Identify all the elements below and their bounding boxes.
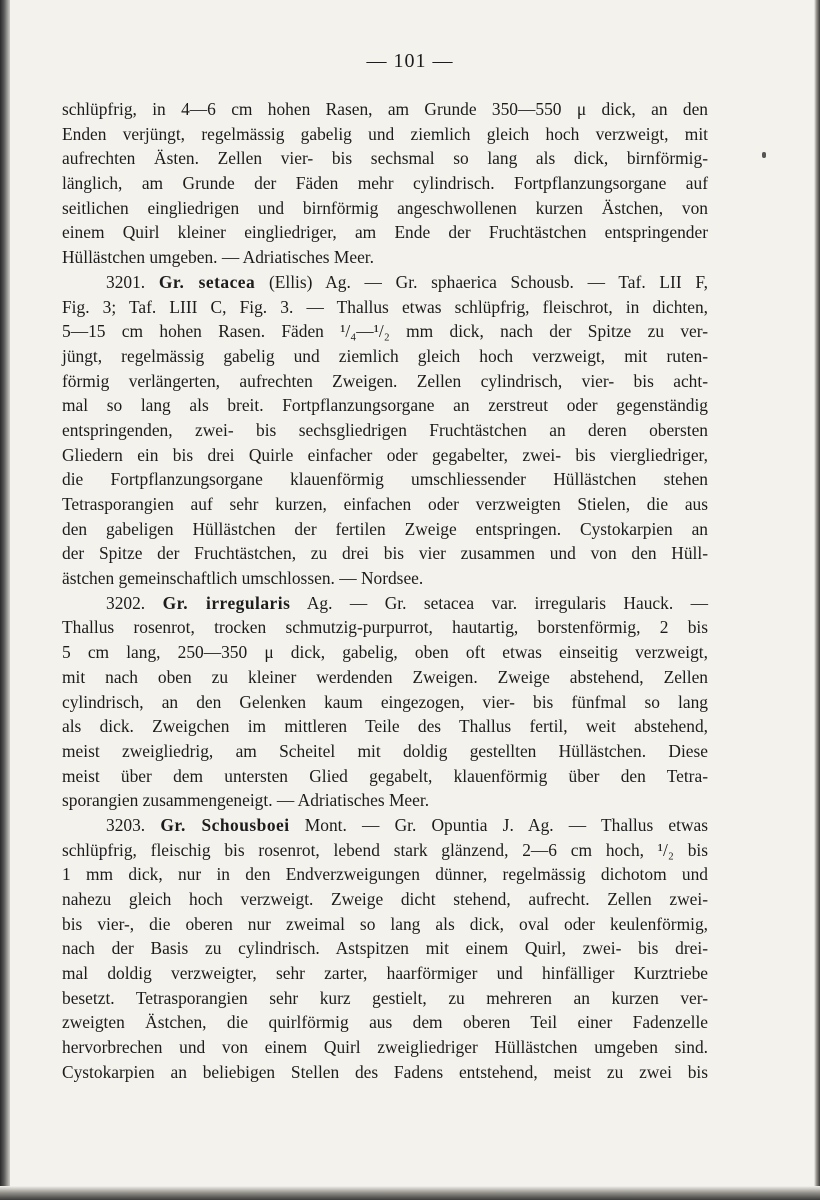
- text-segment: länglich, am Grunde der Fäden mehr cylindrisch. Fortpflanzungsorgane auf: [62, 173, 708, 194]
- text-segment: 3202.: [106, 592, 163, 613]
- text-line: [62, 319, 708, 344]
- text-line: [62, 1035, 708, 1060]
- ink-speck: [762, 152, 766, 158]
- text-segment: jüngt, regelmässig gabelig und ziemlich gleich hoch verzweigt, mit ruten-: [62, 345, 708, 366]
- text-segment: besetzt. Tetrasporangien sehr kurz gestielt, zu mehreren an kurzen ver-: [62, 987, 708, 1008]
- text-line: [62, 146, 708, 171]
- text-segment: hervorbrechen und von einem Quirl zweigliedriger Hüllästchen umgeben sind.: [62, 1037, 708, 1058]
- page-number: — 101 —: [366, 50, 454, 72]
- text-line: [62, 813, 708, 838]
- text-segment: bis vier-, die oberen nur zweimal so lang als dick, oval oder keulenförmig,: [62, 913, 708, 934]
- text-line: [62, 912, 708, 937]
- text-segment: 3201.: [106, 271, 159, 292]
- text-segment: nach der Basis zu cylindrisch. Astspitzen mit einem Quirl, zwei- bis drei-: [62, 938, 708, 959]
- text-segment: Ag. — Gr. setacea var. irregularis Hauck. —: [290, 592, 708, 613]
- text-segment: meist zweigliedrig, am Scheitel mit doldig gestellten Hüllästchen. Diese: [62, 740, 708, 761]
- species-name: Gr. irregularis: [162, 592, 291, 613]
- text-segment: schlüpfrig, in 4—6 cm hohen Rasen, am Grunde 350—550 μ dick, an den: [62, 99, 708, 119]
- text-segment: die Fortpflanzungsorgane klauenförmig umschliessender Hüllästchen stehen: [62, 469, 708, 490]
- text-segment: 5 cm lang, 250—350 μ dick, gabelig, oben oft etwas einseitig verzweigt,: [62, 642, 708, 663]
- text-segment: seitlichen eingliedrigen und birnförmig angeschwollenen kurzen Ästchen, von: [62, 197, 708, 218]
- text-segment: meist über dem untersten Glied gegabelt, klauenförmig über den Tetra-: [62, 765, 708, 786]
- text-segment: aufrechten Ästen. Zellen vier- bis sechsmal so lang als dick, birnförmig-: [62, 148, 708, 169]
- species-name: Gr. Schousboei: [160, 814, 290, 835]
- text-line: [62, 97, 708, 122]
- text-line: [62, 986, 708, 1011]
- text-line: [62, 1060, 708, 1085]
- body-text: [62, 97, 708, 1085]
- text-segment: Cystokarpien an beliebigen Stellen des Fadens entstehend, meist zu zwei bis: [62, 1061, 708, 1082]
- text-line: [62, 862, 708, 887]
- text-segment: einem Quirl kleiner eingliedriger, am Ende der Fruchtästchen entspringender: [62, 222, 708, 243]
- text-segment: der Spitze der Fruchtästchen, zu drei bis vier zusammen und von den Hüll-: [62, 543, 708, 564]
- text-segment: 1 mm dick, nur in den Endverzweigungen dünner, regelmässig dichotom und: [62, 864, 708, 885]
- text-line: [62, 764, 708, 789]
- text-line: [62, 467, 708, 492]
- text-line: [62, 714, 708, 739]
- text-line: [62, 443, 708, 468]
- text-segment: als dick. Zweigchen im mittleren Teile des Thallus fertil, weit abstehend,: [62, 716, 708, 737]
- text-segment: den gabeligen Hüllästchen der fertilen Zweige entspringen. Cystokarpien an: [62, 518, 708, 539]
- text-line: [62, 220, 708, 245]
- text-line: [62, 418, 708, 443]
- text-segment: Hüllästchen umgeben. — Adriatisches Meer.: [62, 247, 374, 268]
- text-line: [62, 245, 708, 270]
- text-line: [62, 295, 708, 320]
- text-line: [62, 196, 708, 221]
- text-segment: Tetrasporangien auf sehr kurzen, einfachen oder verzweigten Stielen, die aus: [62, 494, 708, 514]
- text-line: [62, 171, 708, 196]
- text-line: [62, 566, 708, 591]
- text-line: [62, 665, 708, 690]
- text-line: [62, 541, 708, 566]
- text-line: [62, 690, 708, 715]
- text-line: [62, 739, 708, 764]
- text-segment: Enden verjüngt, regelmässig gabelig und ziemlich gleich hoch verzweigt, mit: [62, 123, 708, 144]
- text-line: [62, 369, 708, 394]
- text-segment: Gliedern ein bis drei Quirle einfacher oder gegabelter, zwei- bis viergliedriger,: [62, 444, 708, 465]
- text-line: [62, 615, 708, 640]
- text-segment: 5—15 cm hohen Rasen. Fäden ¹/₄—¹/₂ mm dick, nach der Spitze zu ver-: [62, 321, 708, 342]
- text-segment: 3203.: [106, 814, 161, 835]
- text-line: [62, 122, 708, 147]
- text-segment: förmig verlängerten, aufrechten Zweigen. Zellen cylindrisch, vier- bis acht-: [62, 370, 708, 391]
- text-line: [62, 344, 708, 369]
- text-segment: ästchen gemeinschaftlich umschlossen. — Nordsee.: [62, 568, 424, 589]
- text-segment: entspringenden, zwei- bis sechsgliedrigen Fruchtästchen an deren obersten: [62, 419, 708, 440]
- scan-edge-bottom: [0, 1186, 820, 1200]
- text-line: [62, 393, 708, 418]
- text-segment: sporangien zusammengeneigt. — Adriatisches Meer.: [62, 790, 430, 811]
- text-segment: Mont. — Gr. Opuntia J. Ag. — Thallus etwas: [289, 814, 708, 835]
- text-segment: Thallus rosenrot, trocken schmutzig-purpurrot, hautartig, borstenförmig, 2 bis: [62, 617, 708, 638]
- text-line: [62, 492, 708, 517]
- text-line: [62, 640, 708, 665]
- text-segment: Fig. 3; Taf. LIII C, Fig. 3. — Thallus etwas schlüpfrig, fleischrot, in dichten,: [62, 296, 708, 317]
- scan-edge-left: [0, 0, 10, 1200]
- text-line: [62, 961, 708, 986]
- text-line: [62, 591, 708, 616]
- text-line: [62, 788, 708, 813]
- text-segment: schlüpfrig, fleischig bis rosenrot, lebend stark glänzend, 2—6 cm hoch, ¹/₂ bis: [62, 839, 708, 860]
- species-name: Gr. setacea: [158, 271, 256, 292]
- text-segment: nahezu gleich hoch verzweigt. Zweige dicht stehend, aufrecht. Zellen zwei-: [62, 889, 708, 909]
- text-line: [62, 936, 708, 961]
- text-line: [62, 887, 708, 912]
- text-line: [62, 517, 708, 542]
- text-segment: mal so lang als breit. Fortpflanzungsorgane an zerstreut oder gegenständig: [62, 395, 708, 416]
- text-segment: mit nach oben zu kleiner werdenden Zweigen. Zweige abstehend, Zellen: [62, 666, 708, 687]
- scan-edge-right: [814, 0, 820, 1200]
- text-line: [62, 1010, 708, 1035]
- text-segment: mal doldig verzweigter, sehr zarter, haarförmiger und hinfälliger Kurztriebe: [62, 963, 708, 984]
- text-line: [62, 270, 708, 295]
- text-segment: cylindrisch, an den Gelenken kaum eingezogen, vier- bis fünfmal so lang: [62, 691, 708, 712]
- text-segment: zweigten Ästchen, die quirlförmig aus dem oberen Teil einer Fadenzelle: [62, 1012, 708, 1033]
- text-segment: (Ellis) Ag. — Gr. sphaerica Schousb. — Taf. LII F,: [255, 271, 708, 292]
- text-line: [62, 838, 708, 863]
